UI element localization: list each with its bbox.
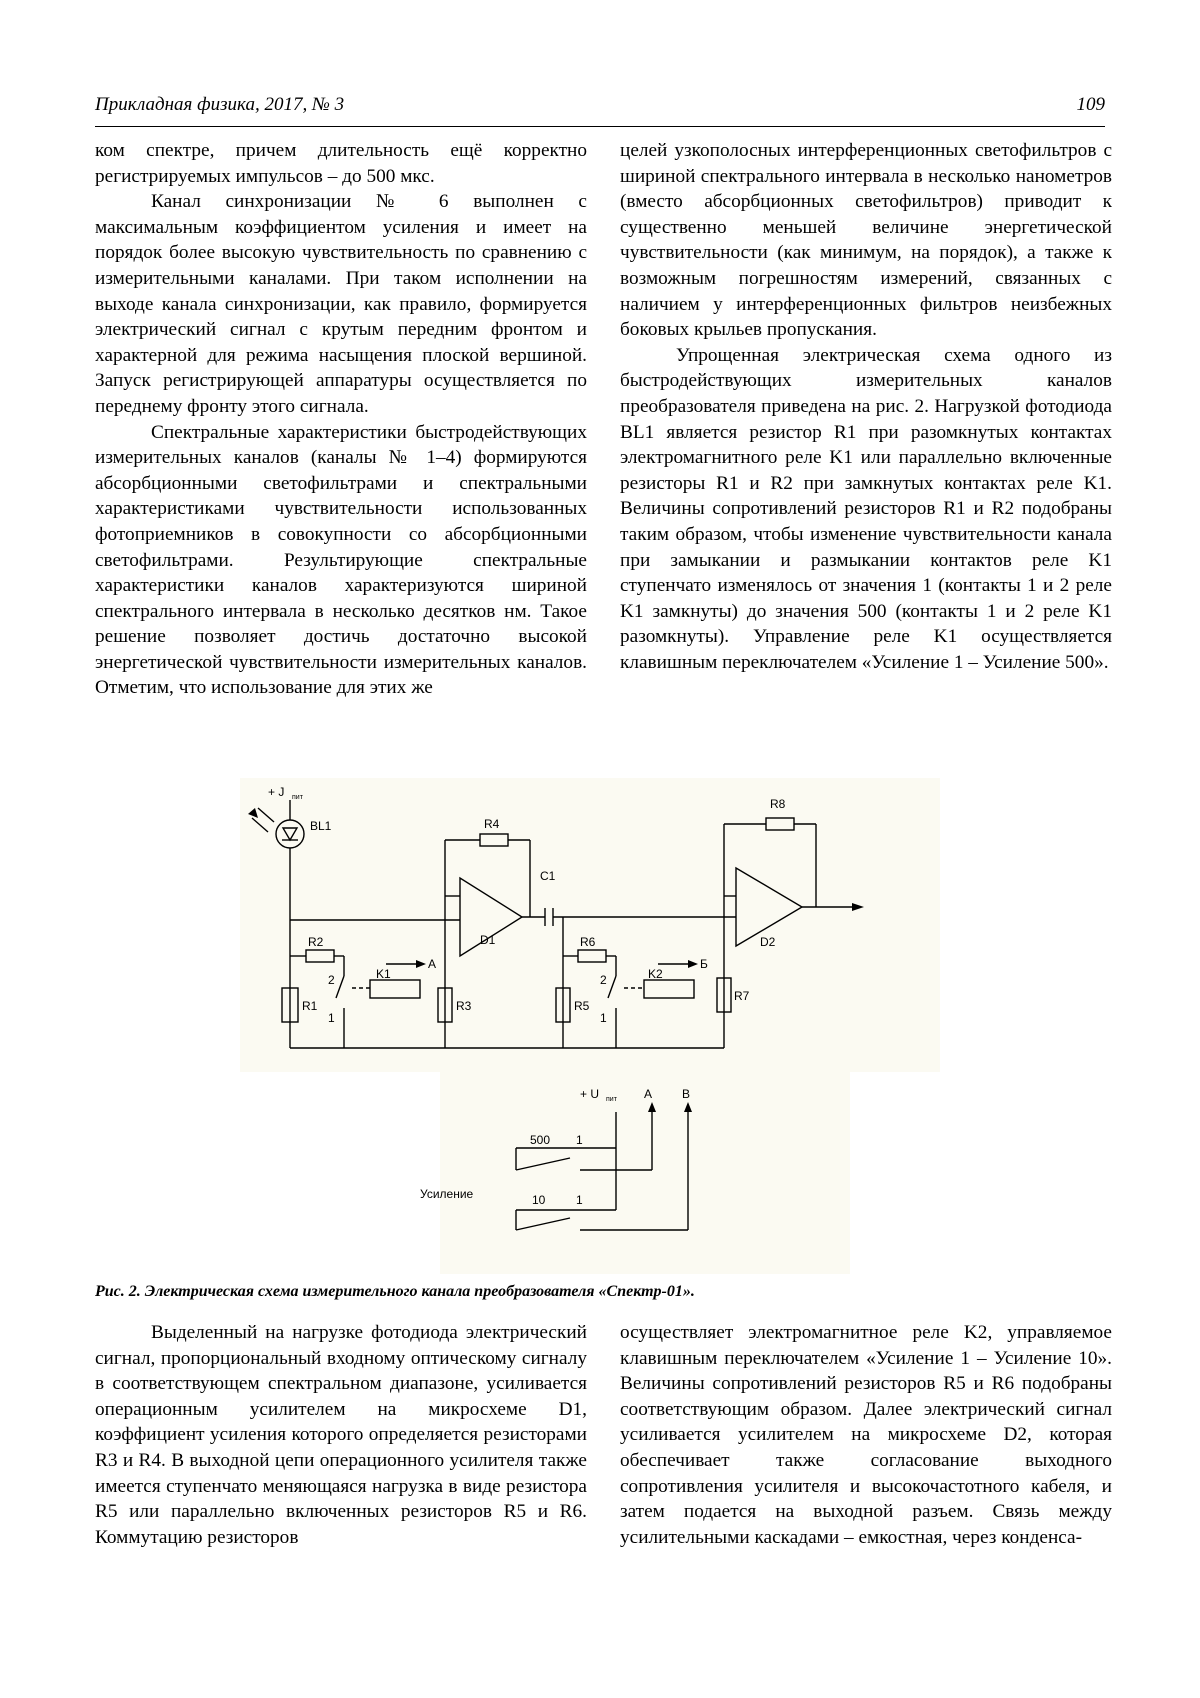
label-a: A	[428, 957, 437, 971]
label-c1: C1	[540, 869, 556, 883]
label-r7: R7	[734, 989, 750, 1003]
paragraph: целей узкополосных интерференционных светофильтров с шириной спектрального интервала в несколько нанометров (вместо абсорбционных светофильтров) приводит к существенно меньшей величине энергетической чувствительности (как минимум, на порядок), а также к возможным погрешностям измерений, связанных с наличием у интерференционных фильтров неизбежных боковых крыльев пропускания.	[620, 140, 1112, 341]
paragraph: осуществляет электромагнитное реле K2, управляемое клавишным переключателем «Усиление 1 – Усиление 10». Величины сопротивлений резисторов R5 и R6 подобраны соответствующим образом. Далее электрический сигнал усиливается усилителем на микросхеме D2, которая обеспечивает также согласование выходного сопротивления усилителя и высокочастотного кабеля, и затем подается на выходной разъем. Связь между усилительными каскадами – емкостная, через конденса-	[620, 1322, 1112, 1548]
label-a2: A	[644, 1087, 653, 1101]
label-r2: R2	[308, 935, 324, 949]
paragraph: Спектральные характеристики быстродействующих измерительных каналов (каналы № 1–4) формируются абсорбционными светофильтрами и спектральными характеристиками чувствительности использованных фотоприемников в совокупности со абсорбционными светофильтрами. Результирующие спектральные характеристики каналов характеризуются шириной спектрального интервала в несколько десятков нм. Такое решение позволяет достичь достаточно высокой энергетической чувствительности измерительных каналов. Отметим, что использование для этих же	[95, 421, 587, 699]
circuit-schematic	[240, 778, 940, 1288]
label-r4: R4	[484, 817, 500, 831]
running-header	[95, 94, 1105, 127]
label-contact-2b: 2	[600, 973, 607, 987]
journal-title: Прикладная физика, 2017, № 3	[95, 94, 345, 115]
label-contact-1b: 1	[600, 1011, 607, 1025]
label-r5: R5	[574, 999, 590, 1013]
label-upit: + U	[580, 1087, 600, 1101]
label-d1: D1	[480, 933, 496, 947]
page-number: 109	[1076, 94, 1105, 115]
label-upit-sub: пит	[606, 1096, 617, 1103]
label-jpit: + J	[268, 785, 285, 799]
figure-circuit-diagram	[240, 778, 940, 1288]
figure-caption: Рис. 2. Электрическая схема измерительного канала преобразователя «Спектр-01».	[95, 1283, 695, 1300]
label-contact-2: 2	[328, 973, 335, 987]
paragraph: Канал синхронизации № 6 выполнен с максимальным коэффициентом усиления и имеет на порядок более высокую чувствительность по сравнению с измерительными каналами. При таком исполнении на выходе канала синхронизации, как правило, формируется электрический сигнал с крутым передним фронтом и характерной для режима насыщения плоской вершиной. Запуск регистрирующей аппаратуры осуществляется по переднему фронту этого сигнала.	[95, 191, 587, 417]
label-s500-1: 1	[576, 1133, 583, 1147]
label-r8: R8	[770, 797, 786, 811]
label-r1: R1	[302, 999, 318, 1013]
label-k1: K1	[376, 967, 391, 981]
label-r3: R3	[456, 999, 472, 1013]
switch-panel-background	[440, 1072, 850, 1274]
column-top-right	[620, 138, 1112, 675]
label-bl1: BL1	[310, 819, 332, 833]
label-contact-1: 1	[328, 1011, 335, 1025]
column-bottom-right	[620, 1320, 1112, 1550]
paragraph: Упрощенная электрическая схема одного из быстродействующих измерительных каналов преобразователя приведена на рис. 2. Нагрузкой фотодиода BL1 является резистор R1 при разомкнутых контактах электромагнитного реле K1 или параллельно включенные резисторы R1 и R2 при замкнутых контактах реле K1. Величины сопротивлений резисторов R1 и R2 подобраны таким образом, чтобы изменение чувствительности канала при замыкании и размыкании контактов реле K1 ступенчато изменялось от значения 1 (контакты 1 и 2 реле K1 замкнуты) до значения 500 (контакты 1 и 2 реле K1 разомкнуты). Управление реле K1 осуществляется клавишным переключателем «Усиление 1 – Усиление 500».	[620, 344, 1112, 673]
column-bottom-left	[95, 1320, 587, 1550]
label-k2: K2	[648, 967, 663, 981]
label-b2: B	[682, 1087, 691, 1101]
label-gain: Усиление	[420, 1187, 474, 1201]
column-top-left	[95, 138, 587, 701]
paragraph: Выделенный на нагрузке фотодиода электрический сигнал, пропорциональный входному оптическому сигналу в соответствующем спектральном диапазоне, усиливается операционным усилителем на микросхеме D1, коэффициент усиления которого определяется резисторами R3 и R4. В выходной цепи операционного усилителя также имеется ступенчато меняющаяся нагрузка в виде резистора R5 или параллельно включенных резисторов R5 и R6. Коммутацию резисторов	[95, 1322, 587, 1548]
label-jpit-sub: пит	[292, 794, 303, 801]
label-d2: D2	[760, 935, 776, 949]
paragraph: ком спектре, причем длительность ещё корректно регистрируемых импульсов – до 500 мкс.	[95, 140, 587, 187]
label-s500: 500	[530, 1133, 551, 1147]
label-b: Б	[700, 957, 708, 971]
label-s10-1: 1	[576, 1193, 583, 1207]
label-r6: R6	[580, 935, 596, 949]
schematic-background	[240, 778, 940, 1072]
label-s10: 10	[532, 1193, 546, 1207]
